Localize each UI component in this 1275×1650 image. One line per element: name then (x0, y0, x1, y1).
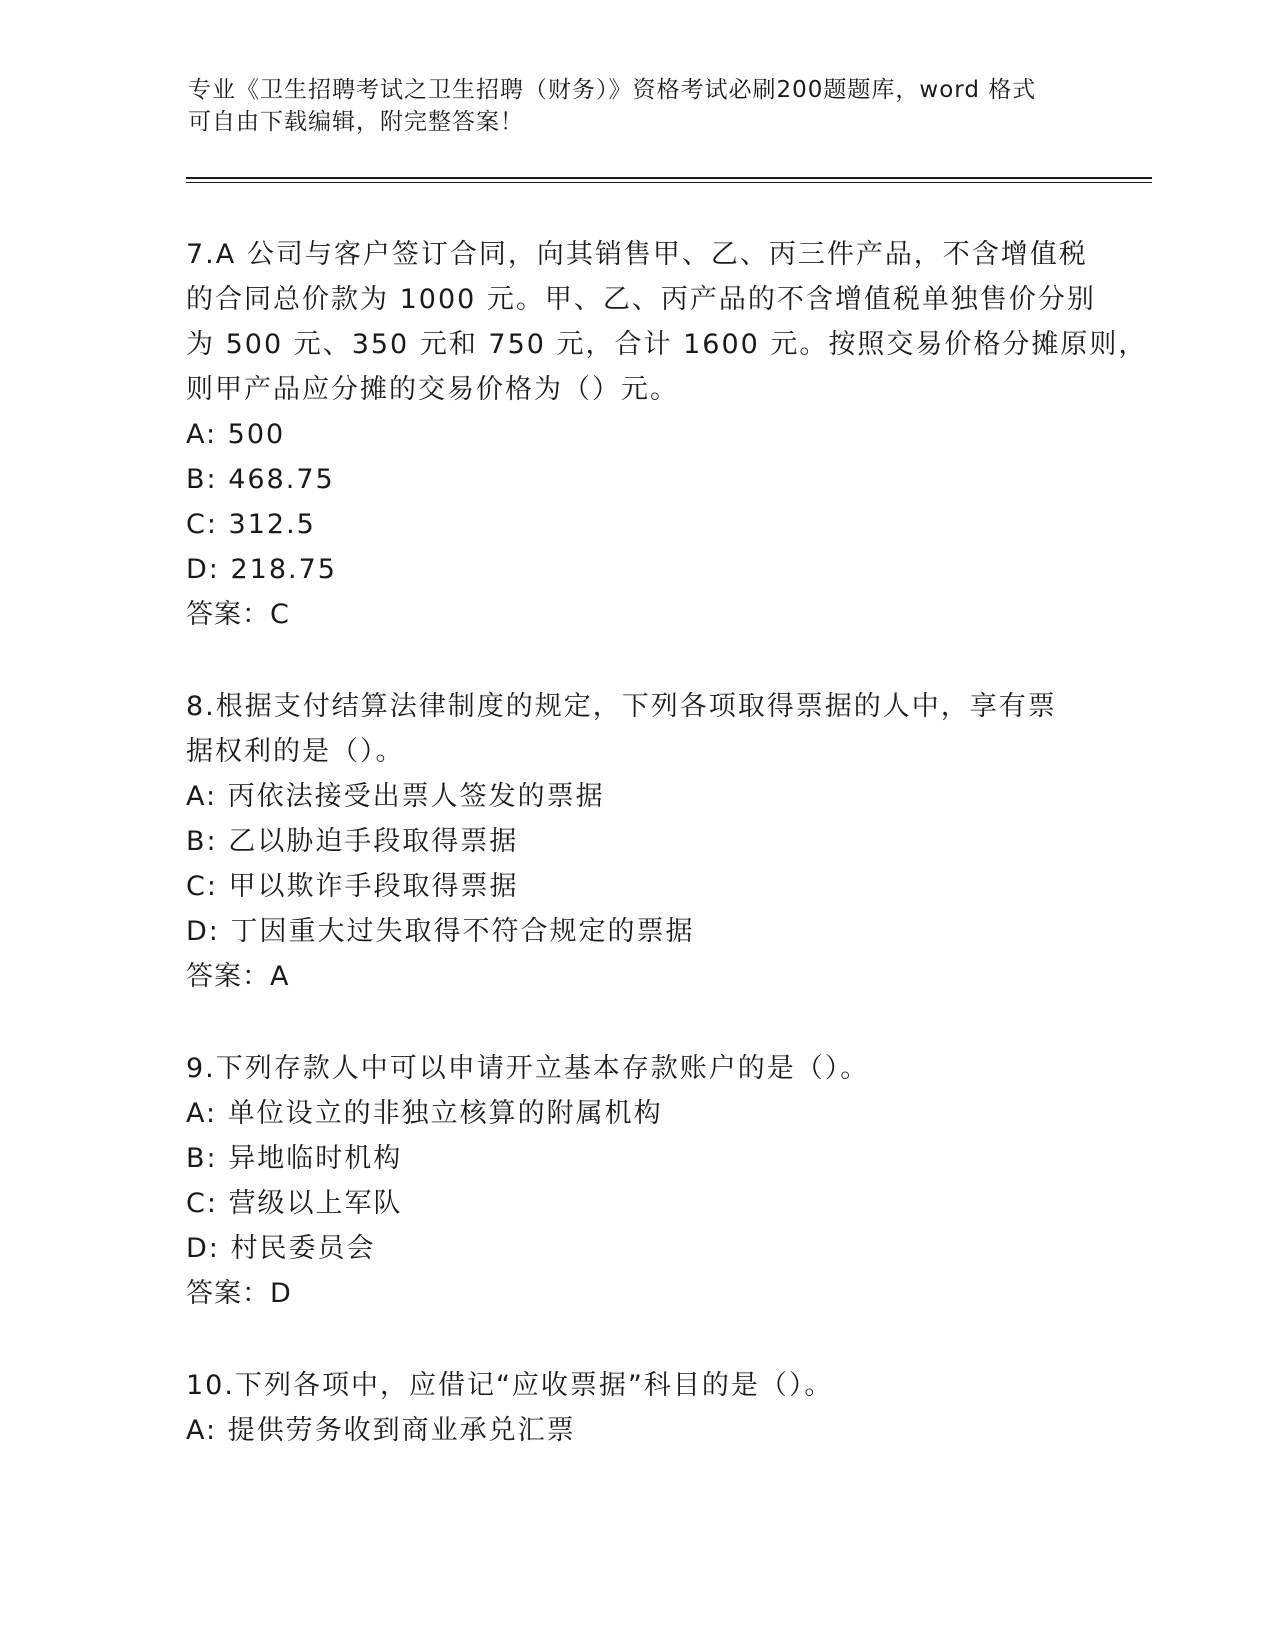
question-list (186, 232, 1148, 1500)
question-9 (186, 1046, 1086, 1316)
option-d: D: 218.75 (186, 554, 337, 585)
answer-line: 答案：A (186, 961, 290, 992)
document-header (188, 74, 1088, 138)
option-b: B: 乙以胁迫手段取得票据 (186, 826, 519, 857)
option-a: A: 单位设立的非独立核算的附属机构 (186, 1098, 663, 1129)
header-rule-thin (186, 182, 1152, 183)
question-text-line: 9.下列存款人中可以申请开立基本存款账户的是（）。 (186, 1053, 870, 1084)
question-text-line: 7.A 公司与客户签订合同，向其销售甲、乙、丙三件产品，不含增值税 (186, 239, 1088, 270)
option-b: B: 异地临时机构 (186, 1143, 403, 1174)
question-text-line: 则甲产品应分摊的交易价格为（）元。 (186, 374, 679, 405)
option-a: A: 500 (186, 419, 286, 450)
option-d: D: 丁因重大过失取得不符合规定的票据 (186, 916, 695, 947)
option-d: D: 村民委员会 (186, 1233, 376, 1264)
header-line-1: 专业《卫生招聘考试之卫生招聘（财务）》资格考试必刷200题题库，word 格式 (188, 77, 1037, 103)
question-text-line: 10.下列各项中，应借记“应收票据”科目的是（）。 (186, 1370, 834, 1401)
option-a: A: 提供劳务收到商业承兑汇票 (186, 1415, 576, 1446)
option-c: C: 312.5 (186, 509, 316, 540)
question-8 (186, 684, 1086, 999)
option-c: C: 营级以上军队 (186, 1188, 403, 1219)
option-a: A: 丙依法接受出票人签发的票据 (186, 781, 605, 812)
question-text-line: 的合同总价款为 1000 元。甲、乙、丙产品的不含增值税单独售价分别 (186, 284, 1096, 315)
question-7 (186, 232, 1148, 637)
answer-line: 答案：D (186, 1278, 292, 1309)
header-rule-thick (186, 177, 1152, 179)
header-line-2: 可自由下载编辑，附完整答案！ (188, 109, 524, 135)
answer-line: 答案：C (186, 599, 290, 630)
question-text-line: 据权利的是（）。 (186, 736, 405, 767)
question-10 (186, 1363, 1086, 1453)
question-text-line: 8.根据支付结算法律制度的规定，下列各项取得票据的人中，享有票 (186, 691, 1057, 722)
option-c: C: 甲以欺诈手段取得票据 (186, 871, 519, 902)
option-b: B: 468.75 (186, 464, 335, 495)
question-text-line: 为 500 元、350 元和 750 元，合计 1600 元。按照交易价格分摊原则， (186, 329, 1148, 360)
